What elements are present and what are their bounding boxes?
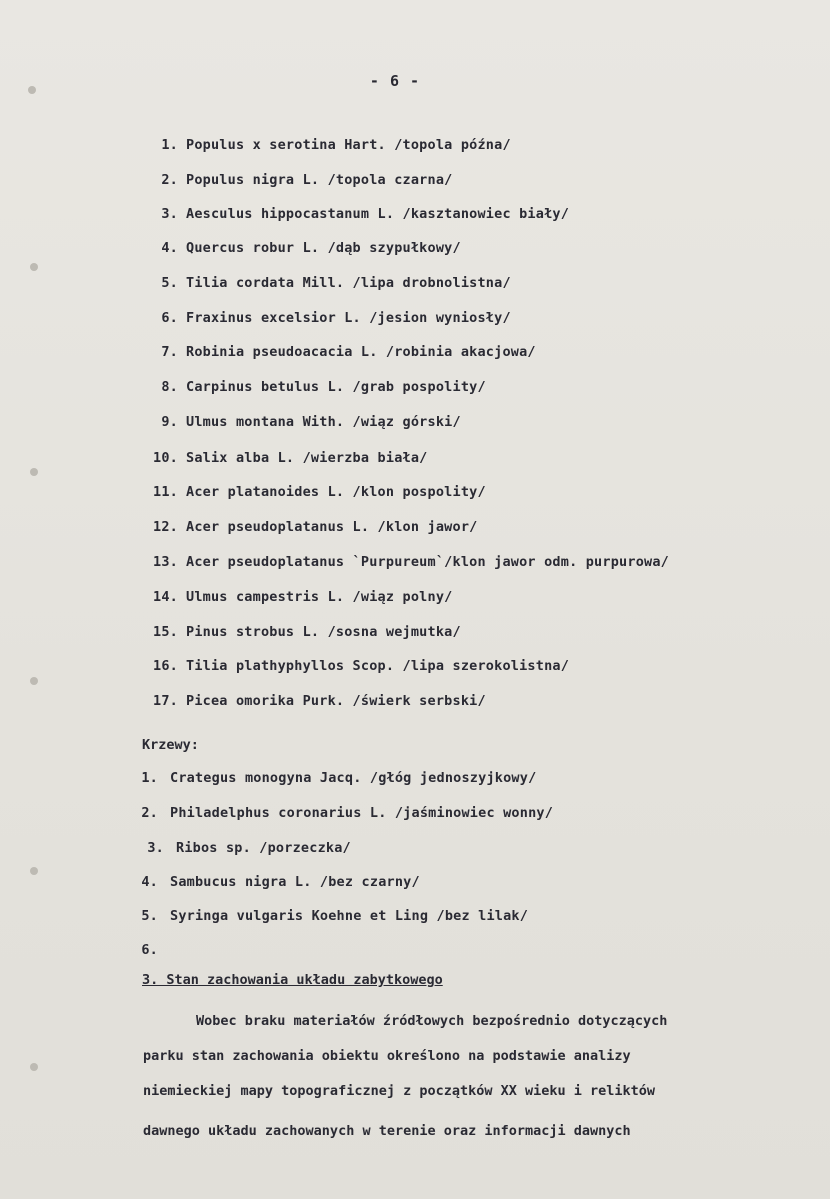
list-item: [140, 275, 511, 291]
item-number: 10.: [153, 450, 178, 466]
punch-hole-mark: [30, 468, 38, 476]
list-item: [140, 770, 536, 786]
paragraph-line: dawnego układu zachowanych w terenie oraz informacji dawnych: [143, 1123, 631, 1139]
list-item: [140, 519, 477, 535]
item-number: 5.: [141, 908, 158, 924]
list-item: [140, 624, 461, 640]
item-text: Acer pseudoplatanus L. /klon jawor/: [186, 519, 478, 535]
list-item: [140, 805, 553, 821]
item-number: 15.: [153, 624, 178, 640]
list-item: [140, 137, 511, 153]
paragraph-line: Wobec braku materiałów źródłowych bezpośrednio dotyczących: [196, 1013, 668, 1029]
item-number: 1.: [141, 770, 158, 786]
item-text: Crategus monogyna Jacq. /głóg jednoszyjkowy/: [170, 770, 537, 786]
page-number: - 6 -: [369, 72, 421, 90]
list-item: [140, 172, 453, 188]
paragraph-line: niemieckiej mapy topograficznej z początków XX wieku i reliktów: [143, 1083, 656, 1099]
item-text: Tilia plathyphyllos Scop. /lipa szerokolistna/: [186, 658, 570, 674]
list-item: [140, 554, 669, 570]
item-text: Ribos sp. /porzeczka/: [176, 840, 351, 856]
list-item: [140, 240, 461, 256]
item-number: 1.: [161, 137, 178, 153]
punch-hole-mark: [30, 867, 38, 875]
item-number: 7.: [161, 344, 178, 360]
shrubs-heading: Krzewy:: [142, 737, 199, 753]
item-number: 8.: [161, 379, 178, 395]
list-item: [140, 450, 428, 466]
item-number: 16.: [153, 658, 178, 674]
item-number: 11.: [153, 484, 178, 500]
list-item: [140, 658, 569, 674]
item-text: Quercus robur L. /dąb szypułkowy/: [186, 240, 461, 256]
punch-hole-mark: [30, 1063, 38, 1071]
item-text: Ulmus campestris L. /wiąz polny/: [186, 589, 453, 605]
item-text: Syringa vulgaris Koehne et Ling /bez lilak/: [170, 908, 529, 924]
item-number: 5.: [161, 275, 178, 291]
item-text: Picea omorika Purk. /świerk serbski/: [186, 693, 486, 709]
item-number: 3.: [161, 206, 178, 222]
list-item: [140, 942, 170, 958]
list-item: [140, 414, 461, 430]
item-number: 2.: [161, 172, 178, 188]
item-number: 6.: [161, 310, 178, 326]
list-item: [140, 874, 420, 890]
list-item: [140, 206, 569, 222]
item-text: Ulmus montana With. /wiąz górski/: [186, 414, 461, 430]
item-text: Salix alba L. /wierzba biała/: [186, 450, 428, 466]
item-text: Robinia pseudoacacia L. /robinia akacjowa/: [186, 344, 536, 360]
item-number: 6.: [141, 942, 158, 958]
list-item: [140, 693, 486, 709]
item-text: Carpinus betulus L. /grab pospolity/: [186, 379, 486, 395]
list-item: [140, 908, 528, 924]
item-text: Populus x serotina Hart. /topola późna/: [186, 137, 511, 153]
item-text: Acer pseudoplatanus `Purpureum`/klon jawor odm. purpurowa/: [186, 554, 670, 570]
item-number: 9.: [161, 414, 178, 430]
punch-hole-mark: [30, 263, 38, 271]
item-text: Populus nigra L. /topola czarna/: [186, 172, 453, 188]
item-number: 3.: [147, 840, 164, 856]
item-text: Fraxinus excelsior L. /jesion wyniosły/: [186, 310, 511, 326]
list-item: [140, 379, 486, 395]
item-text: Sambucus nigra L. /bez czarny/: [170, 874, 420, 890]
list-item: [140, 344, 536, 360]
paragraph-line: parku stan zachowania obiektu określono na podstawie analizy: [143, 1048, 631, 1064]
item-text: Tilia cordata Mill. /lipa drobnolistna/: [186, 275, 511, 291]
item-number: 17.: [153, 693, 178, 709]
list-item: [140, 484, 486, 500]
item-number: 13.: [153, 554, 178, 570]
item-number: 14.: [153, 589, 178, 605]
item-number: 4.: [141, 874, 158, 890]
item-number: 4.: [161, 240, 178, 256]
list-item: [140, 310, 511, 326]
punch-hole-mark: [30, 677, 38, 685]
list-item: [146, 840, 351, 856]
item-number: 12.: [153, 519, 178, 535]
list-item: [140, 589, 453, 605]
item-text: Pinus strobus L. /sosna wejmutka/: [186, 624, 461, 640]
item-text: Aesculus hippocastanum L. /kasztanowiec biały/: [186, 206, 570, 222]
item-text: Acer platanoides L. /klon pospolity/: [186, 484, 486, 500]
item-number: 2.: [141, 805, 158, 821]
section-heading: 3. Stan zachowania układu zabytkowego: [142, 972, 443, 988]
item-text: Philadelphus coronarius L. /jaśminowiec wonny/: [170, 805, 554, 821]
